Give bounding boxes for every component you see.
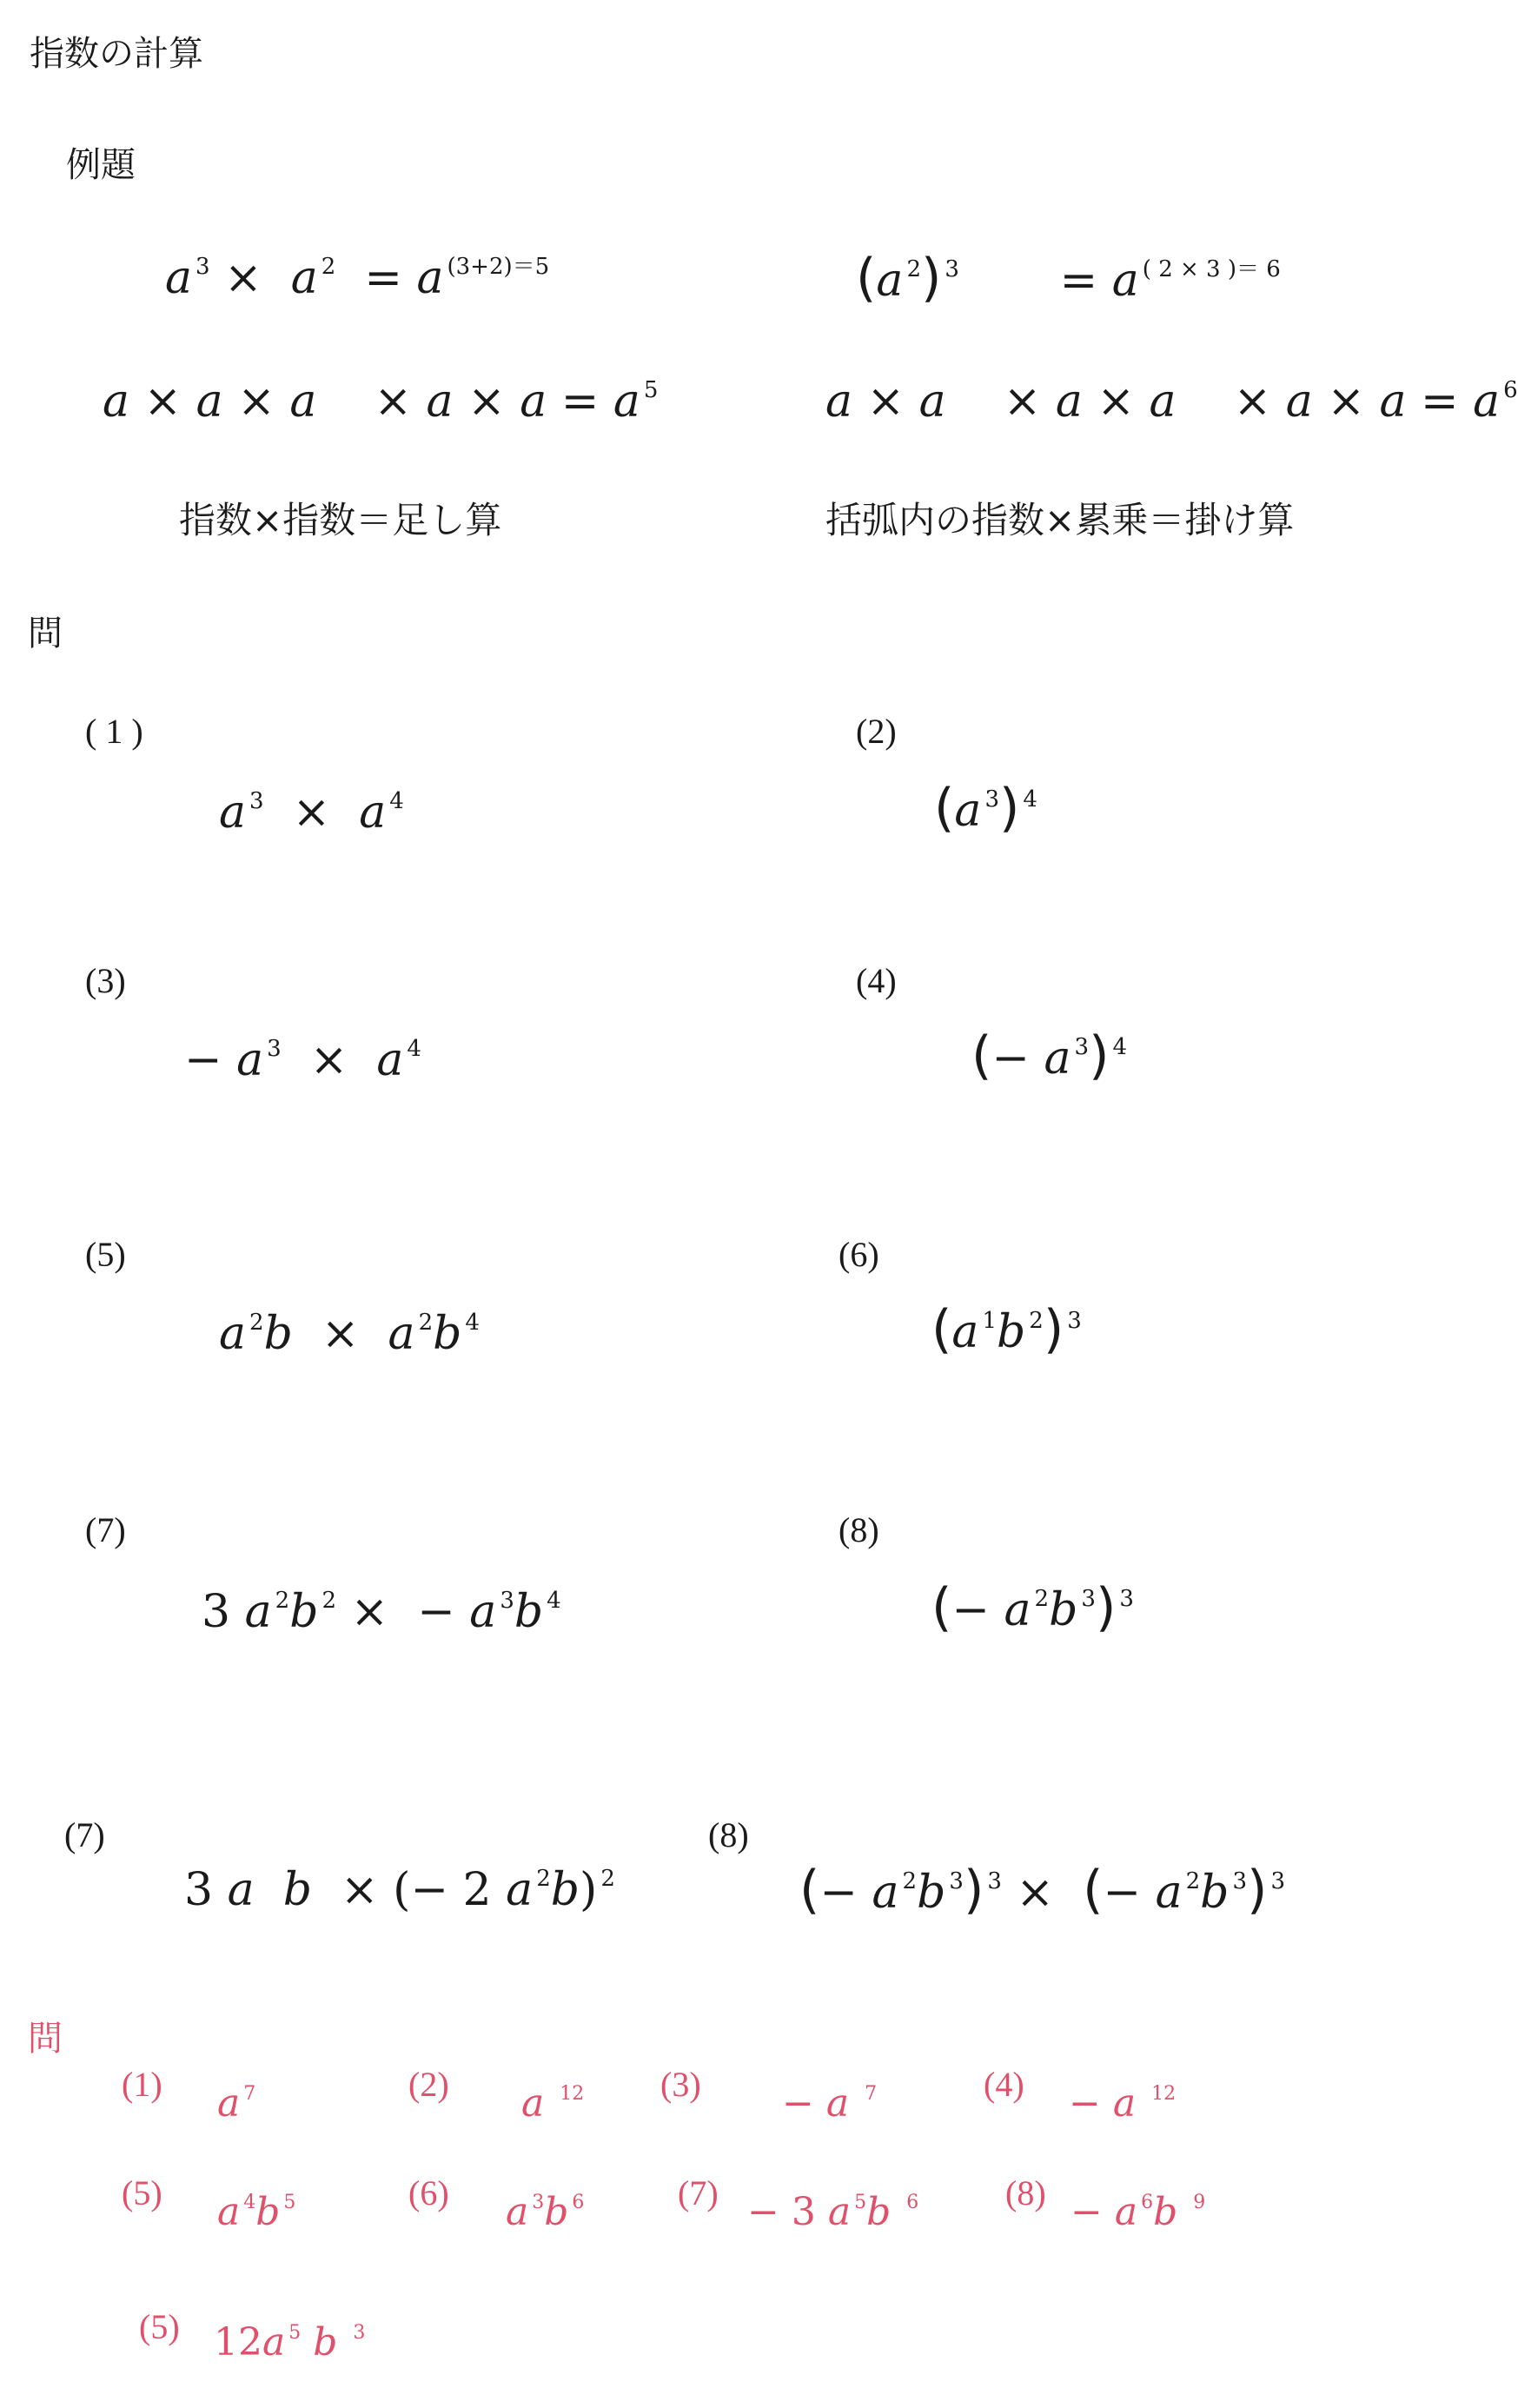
- extra-label-8: (8): [708, 1815, 749, 1854]
- answers-heading: 問: [28, 2019, 63, 2059]
- extra-problem-8-expression: (− a $^2$b $^3$) $^3$ × (− a $^2$b $^3$) $^3$: [799, 1860, 1285, 1920]
- answer-label-7: (7): [678, 2173, 719, 2212]
- problem-label-7: (7): [85, 1510, 126, 1549]
- example-heading: 例題: [66, 145, 136, 185]
- answer-label-8: (8): [1005, 2173, 1046, 2212]
- example2-rule: 括弧内の指数×累乗＝掛け算: [825, 499, 1295, 541]
- answer-label-2: (2): [408, 2065, 449, 2104]
- answer-label-1: (1): [122, 2065, 162, 2104]
- problem-8-expression: (− a $^2$b $^3$) $^3$: [931, 1577, 1134, 1638]
- problem-2-expression: (a $^3$) $^4$: [934, 778, 1037, 839]
- problem-6-expression: (a $^1$b $^2$) $^3$: [931, 1299, 1082, 1360]
- example1-exponent: (3+2)＝5: [447, 253, 550, 280]
- extra-problem-7-expression: 3 a b × (− 2 a $^2$b) $^2$: [184, 1864, 615, 1916]
- page-title: 指数の計算: [30, 34, 203, 74]
- answer-label-5: (5): [122, 2173, 162, 2212]
- answer-2: a $^{12}$: [521, 2081, 585, 2126]
- extra-label-7: (7): [64, 1815, 105, 1854]
- problem-label-8: (8): [839, 1510, 879, 1549]
- problem-4-expression: (− a $^3$) $^4$: [971, 1025, 1128, 1086]
- answer-label-6: (6): [408, 2173, 449, 2212]
- problem-label-4: (4): [856, 961, 897, 1000]
- problem-5-expression: a $^2$b × a $^2$b $^4$: [219, 1308, 480, 1360]
- problem-3-expression: − a $^3$ × a $^4$: [184, 1034, 421, 1086]
- answer-3: − a $^7$: [782, 2081, 878, 2126]
- example2-exponent: ( 2 × 3 )＝ 6: [1142, 255, 1281, 282]
- example1-expansion: a × a × a × a × a = a $^5$: [103, 375, 659, 428]
- answer-7: − 3 a $^5$b $^6$: [747, 2190, 919, 2234]
- answer-1: a $^7$: [217, 2081, 256, 2126]
- answer-6: a $^3$b $^6$: [506, 2190, 585, 2234]
- problem-label-3: (3): [85, 961, 126, 1000]
- example2-formula: (a $^2$) $^3$ = a $^{( 2 \times 3 )= 6}$: [856, 248, 1281, 308]
- problem-label-1: ( 1 ): [85, 712, 143, 751]
- problem-7-expression: 3 a $^2$b $^2$ × − a $^3$b $^4$: [202, 1586, 561, 1638]
- answer-label-3: (3): [660, 2065, 701, 2104]
- problem-label-5: (5): [85, 1235, 126, 1274]
- answer-5: a $^4$b $^5$: [217, 2190, 296, 2234]
- problem-1-expression: a $^3$ × a $^4$: [219, 786, 404, 839]
- example1-rule: 指数×指数＝足し算: [179, 499, 502, 541]
- example2-expansion: a × a × a × a × a × a = a $^6$: [825, 375, 1518, 428]
- problem-label-6: (6): [839, 1235, 879, 1274]
- example1-formula: a $^3$ × a $^2$ = a $^{(3+2)=5}$: [165, 252, 550, 304]
- problems-heading: 問: [28, 614, 63, 653]
- answer-4: − a $^{12}$: [1069, 2081, 1177, 2126]
- problem-label-2: (2): [856, 712, 897, 751]
- answer-8: − a $^6$b $^9$: [1071, 2190, 1206, 2234]
- answer-label-4: (4): [984, 2065, 1024, 2104]
- answer-extra-5: 12a $^5$ b $^3$: [214, 2320, 366, 2365]
- answer-label-extra-5: (5): [139, 2307, 180, 2346]
